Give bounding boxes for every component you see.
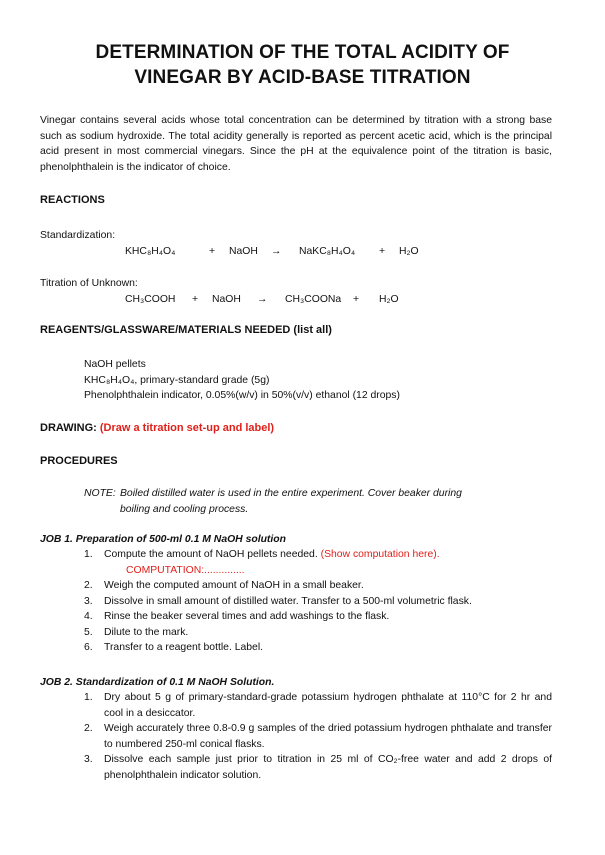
list-item [84, 721, 552, 752]
list-item [84, 609, 472, 625]
note-line-1: Boiled distilled water is used in the entire experiment. Cover beaker during [120, 488, 462, 499]
page-title [40, 40, 565, 90]
step-number: 2. [84, 723, 93, 734]
step-number: 4. [84, 611, 93, 622]
step-note-red: (Show computation here). [320, 549, 440, 560]
step-number: 5. [84, 626, 93, 638]
computation-placeholder: COMPUTATION:.............. [126, 564, 245, 576]
plus-sign: + [209, 246, 216, 257]
intro-paragraph: Vinegar contains several acids whose total concentration can be determined by titration with a strong base such as sodium hydroxide. The total acidity generally is reported as percent acetic acid, which is the principal acid present in most commercial vinegars. Since the pH at the equivalence point of the titration is basic, phenolphthalein is the indicator of choice. [40, 115, 552, 173]
reactant-1: CH₃COOH [125, 294, 176, 305]
product-1: CH₃COONa [285, 294, 342, 305]
step-text: Weigh the computed amount of NaOH in a small beaker. [104, 580, 364, 591]
list-item [84, 690, 552, 721]
list-item [84, 640, 472, 656]
note-prefix: NOTE: [84, 488, 116, 499]
step-text: Weigh accurately three 0.8-0.9 g samples of the dried potassium hydrogen phthalate and transfer to numbered 250-ml conical flasks. [104, 723, 552, 750]
title-line-2: VINEGAR BY ACID-BASE TITRATION [134, 67, 471, 88]
standardization-equation [125, 244, 419, 260]
procedures-heading: PROCEDURES [40, 455, 118, 467]
step-text: Dilute to the mark. [104, 626, 189, 638]
job2-steps [84, 690, 552, 783]
step-number: 2. [84, 580, 93, 591]
step-text: Dissolve each sample just prior to titration in 25 ml of CO₂-free water and add 2 drops of phenolphthalein indicator solution. [104, 754, 552, 781]
step-text: Rinse the beaker several times and add washings to the flask. [104, 611, 390, 622]
step-number: 3. [84, 595, 93, 607]
list-item [84, 547, 472, 578]
product-2: H₂O [379, 294, 399, 305]
reagents-heading: REAGENTS/GLASSWARE/MATERIALS NEEDED (list all) [40, 324, 332, 336]
drawing-heading [40, 421, 274, 437]
step-number: 6. [84, 642, 93, 653]
product-1: NaKC₈H₄O₄ [299, 246, 356, 257]
unknown-equation [125, 292, 399, 308]
list-item [84, 752, 552, 783]
step-number: 1. [84, 549, 93, 560]
job2-title: JOB 2. Standardization of 0.1 M NaOH Solution. [40, 677, 275, 688]
reactant-2: NaOH [212, 294, 241, 305]
list-item: Phenolphthalein indicator, 0.05%(w/v) in 50%(v/v) ethanol (12 drops) [84, 390, 400, 401]
step-number: 1. [84, 692, 93, 703]
plus-sign: + [353, 294, 360, 305]
standardization-label: Standardization: [40, 230, 116, 241]
title-line-1: DETERMINATION OF THE TOTAL ACIDITY OF [95, 42, 510, 63]
reagents-list [84, 357, 400, 404]
job1-steps [84, 547, 472, 656]
list-item [84, 594, 472, 610]
step-text: Compute the amount of NaOH pellets needed. [104, 549, 321, 560]
step-text: Dissolve in small amount of distilled water. Transfer to a 500-ml volumetric flask. [104, 595, 472, 607]
list-item: KHC₈H₄O₄, primary-standard grade (5g) [84, 374, 270, 386]
step-number: 3. [84, 754, 93, 765]
step-text: Dry about 5 g of primary-standard-grade potassium hydrogen phthalate at 110°C for 2 hr and cool in a desiccator. [104, 692, 552, 719]
plus-sign: + [379, 246, 386, 257]
step-text: Transfer to a reagent bottle. Label. [104, 642, 264, 653]
reactions-heading: REACTIONS [40, 194, 105, 206]
plus-sign: + [192, 294, 199, 305]
arrow-icon: → [271, 246, 282, 257]
procedure-note [84, 486, 524, 517]
list-item [84, 625, 472, 641]
reactant-2: NaOH [229, 246, 258, 257]
list-item [84, 578, 472, 594]
job1-title: JOB 1. Preparation of 500-ml 0.1 M NaOH solution [40, 534, 286, 545]
list-item: NaOH pellets [84, 359, 146, 370]
drawing-label: DRAWING: [40, 422, 97, 434]
product-2: H₂O [399, 246, 419, 257]
note-line-2: boiling and cooling process. [120, 503, 249, 515]
reactant-1: KHC₈H₄O₄ [125, 246, 176, 257]
drawing-instruction: (Draw a titration set-up and label) [99, 422, 275, 434]
unknown-label: Titration of Unknown: [40, 278, 138, 289]
arrow-icon: → [257, 294, 268, 305]
